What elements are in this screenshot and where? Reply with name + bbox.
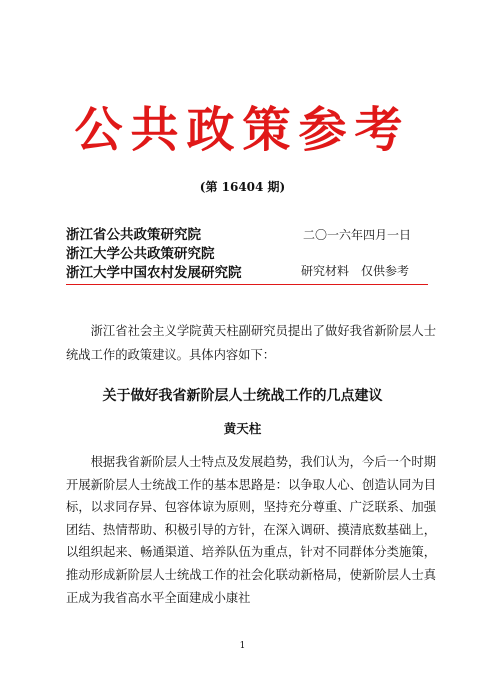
header-divider [66,284,428,285]
reference-label: 仅供参考 [361,264,410,278]
body-paragraph: 根据我省新阶层人士特点及发展趋势，我们认为，今后一个时期开展新阶层人士统战工作的基本思路是：以争取人心、创造认同为目标，以求同存异、包容体谅为原则，坚持充分尊重、广泛联系、加强团结、热情帮助、积极引导的方针，在深入调研、摸清底数基础上，以组织起来、畅通渠道、培养队伍为重点，针对不同群体分类施策，推动形成新阶层人士统战工作的社会化联动新格局，使新阶层人士真正成为我省高水平全面建成小康社 [66,455,436,605]
publication-date: 二〇一六年四月一日 [303,228,412,242]
organization-name: 浙江大学中国农村发展研究院 [66,265,242,281]
author-name: 黄天柱 [223,421,262,436]
organization-name: 浙江省公共政策研究院 [66,227,201,243]
organization-name: 浙江大学公共政策研究院 [66,246,215,262]
intro-paragraph: 浙江省社会主义学院黄天柱副研究员提出了做好我省新阶层人士统战工作的政策建议。具体内容如下： [66,324,436,362]
issue-number: (第 16404 期) [199,180,286,194]
material-note [301,262,409,281]
page-number: 1 [239,641,246,651]
masthead-title: 公共政策参考 [74,102,411,158]
organization-list [66,226,242,283]
material-label: 研究材料 [301,264,350,278]
article-title: 关于做好我省新阶层人士统战工作的几点建议 [102,388,383,404]
